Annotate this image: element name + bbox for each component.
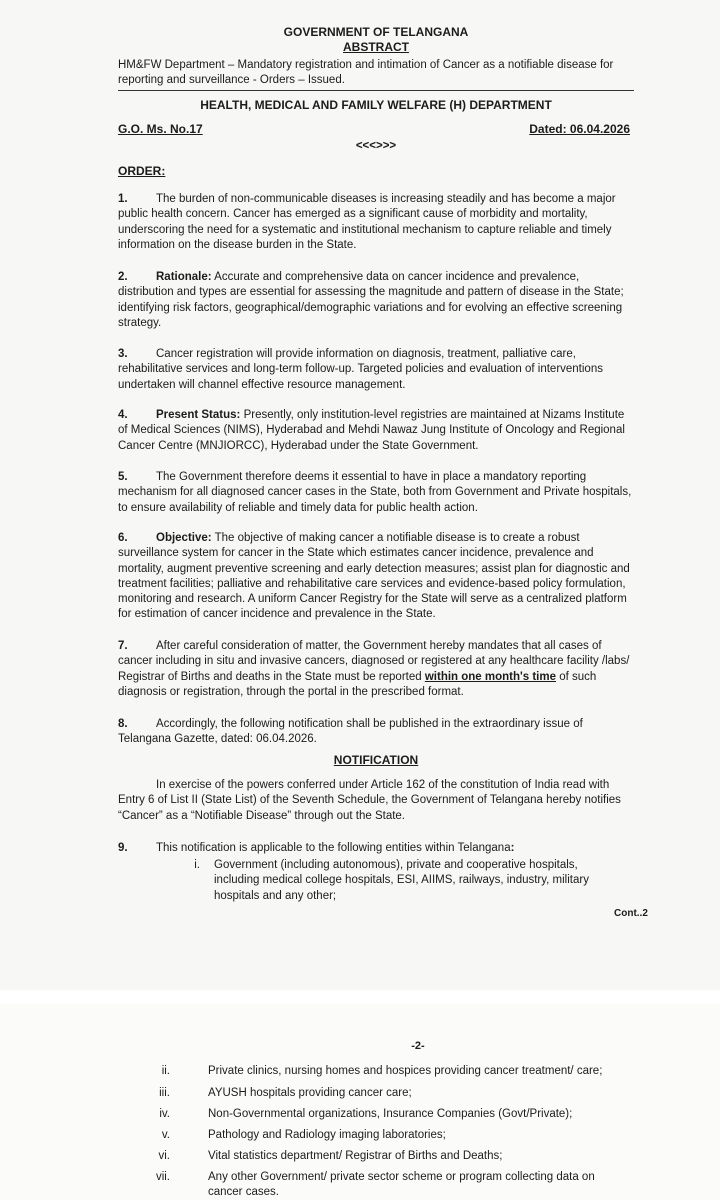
paragraph-line: The Government therefore deems it essential to have in place a mandatory reporting [156, 471, 587, 483]
list-line: Government (including autonomous), private and cooperative hospitals, [214, 859, 578, 871]
paragraph-line: monitoring and research. A uniform Cancer Registry for the State will serve as a centralized platform [118, 593, 627, 606]
paragraph-heading: Rationale: [156, 271, 212, 283]
paragraph-line: to ensure availability of reliable and timely data for public health action. [118, 501, 478, 514]
abstract-line: reporting and surveillance - Orders – Issued. [118, 74, 345, 86]
paragraph-number: 4. [118, 409, 128, 421]
colon-mark: : [510, 842, 515, 854]
paragraph-line: In exercise of the powers conferred under Article 162 of the constitution of India read with [156, 779, 610, 791]
horizontal-rule [118, 90, 634, 91]
paragraph-number: 9. [118, 842, 128, 854]
paragraph-line: Presently, only institution-level registries are maintained at Nizams Institute [243, 409, 625, 421]
paragraph-line: surveillance system for cancer in the State which estimates cancer incidence, prevalence and [118, 547, 594, 560]
paragraph-5 [118, 470, 634, 516]
paragraph-line: underscoring the need for a systematic and institutional mechanism to capture reliable and timely [118, 223, 612, 236]
paragraph-line: Accurate and comprehensive data on cancer incidence and prevalence, [214, 271, 580, 283]
paragraph-line: strategy. [118, 316, 162, 329]
list-item-number: vii. [155, 1171, 170, 1183]
paragraph-7 [118, 639, 634, 700]
paragraph-line: Accordingly, the following notification shall be published in the extraordinary issue of [156, 718, 583, 730]
paragraph-line: identifying risk factors, geographical/demographic variations and for evolving an effective screening [118, 301, 623, 314]
paragraph-heading: Present Status: [156, 409, 241, 421]
paragraph-line: Telangana Gazette, dated: 06.04.2026. [118, 733, 317, 746]
paragraph-line: rehabilitative services and long-term follow-up. Targeted policies and evaluation of interventions [118, 363, 603, 376]
paragraph-line: undertaken will channel effective resource management. [118, 378, 406, 391]
paragraph-number: 2. [118, 271, 128, 283]
page-gap [0, 990, 720, 1004]
notification-body [118, 778, 634, 824]
paragraph-line: mechanism for all diagnosed cancer cases in the State, both from Government and Private hospitals, [118, 486, 632, 499]
paragraph-number: 3. [118, 348, 128, 360]
paragraph-line: After careful consideration of matter, the Government hereby mandates that all cases of [156, 640, 602, 652]
paragraph-line: “Cancer” as a “Notifiable Disease” through out the State. [118, 809, 406, 822]
list-line: AYUSH hospitals providing cancer care; [208, 1087, 412, 1099]
list-line: Pathology and Radiology imaging laboratories; [208, 1129, 446, 1141]
paragraph-heading: Objective: [156, 532, 212, 544]
emphasis-deadline: within one month's time [424, 670, 556, 683]
go-number: G.O. Ms. No.17 [118, 122, 203, 136]
department-heading: HEALTH, MEDICAL AND FAMILY WELFARE (H) DEPARTMENT [200, 98, 552, 112]
abstract-subject [118, 58, 634, 88]
paragraph-line: information on the disease burden in the State. [118, 238, 357, 251]
paragraph-8 [118, 717, 634, 748]
list-line: Vital statistics department/ Registrar of Births and Deaths; [208, 1150, 503, 1162]
paragraph-1 [118, 192, 634, 253]
paragraph-number: 7. [118, 640, 128, 652]
government-heading: GOVERNMENT OF TELANGANA [283, 25, 469, 39]
list-item-number: iii. [159, 1087, 170, 1099]
list-line: Private clinics, nursing homes and hospices providing cancer treatment/ care; [208, 1065, 603, 1077]
paragraph-line: The burden of non-communicable diseases is increasing steadily and has become a major [156, 193, 616, 205]
paragraph-line: treatment facilities; palliative and rehabilitative care services and evidence-based policy formulation, [118, 577, 626, 590]
list-item-text [208, 1128, 648, 1143]
paragraph-number: 6. [118, 532, 128, 544]
paragraph-number: 8. [118, 718, 128, 730]
paragraph-line: distribution and types are essential for assessing the magnitude and pattern of disease in the State; [118, 286, 624, 299]
list-item-number: iv. [159, 1108, 170, 1120]
paragraph-line: diagnosis or registration, through the portal in the prescribed format. [118, 685, 464, 698]
list-line: including medical college hospitals, ESI, AIIMS, railways, industry, military [214, 874, 589, 887]
abstract-heading: ABSTRACT [343, 40, 409, 54]
paragraph-line [118, 670, 634, 685]
line-text: Registrar of Births and deaths in the State must be reported [118, 670, 425, 683]
list-line: Non-Governmental organizations, Insurance Companies (Govt/Private); [208, 1108, 573, 1120]
paragraph-6 [118, 531, 634, 623]
paragraph-line: cancer including in situ and invasive cancers, diagnosed or registered at any healthcare facility /labs/ [118, 655, 630, 668]
list-item-text [208, 1149, 648, 1164]
list-line: Any other Government/ private sector scheme or program collecting data on [208, 1171, 595, 1183]
separator-mark: <<<>>> [355, 140, 397, 152]
paragraph-number: 1. [118, 193, 128, 205]
list-item-text [208, 1107, 648, 1122]
go-date: Dated: 06.04.2026 [529, 122, 630, 136]
paragraph-line: This notification is applicable to the following entities within Telangana [156, 842, 511, 854]
list-item-text [208, 1086, 648, 1101]
list-item-text [208, 1064, 648, 1079]
abstract-line: HM&FW Department – Mandatory registration and intimation of Cancer as a notifiable disease for [118, 59, 614, 71]
order-heading: ORDER: [118, 164, 166, 178]
paragraph-line: Entry 6 of List II (State List) of the Seventh Schedule, the Government of Telangana hereby notifies [118, 794, 621, 807]
list-item-text [208, 1170, 648, 1201]
paragraph-line: Cancer Centre (MNJIORCC), Hyderabad under the State Government. [118, 439, 479, 452]
paragraph-2 [118, 270, 634, 331]
paragraph-line: of Medical Sciences (NIMS), Hyderabad and Mehdi Nawaz Jung Institute of Oncology and Regional [118, 424, 625, 437]
paragraph-3 [118, 347, 634, 393]
document-page-2 [0, 1004, 720, 1200]
list-item-number: vi. [158, 1150, 170, 1162]
paragraph-9 [118, 841, 634, 856]
list-line: hospitals and any other; [214, 889, 337, 902]
notification-title-text: NOTIFICATION [333, 753, 419, 767]
list-item-number: i. [194, 859, 200, 871]
paragraph-4 [118, 408, 634, 454]
list-item-number: v. [161, 1129, 170, 1141]
list-line: cancer cases. [208, 1186, 279, 1199]
paragraph-line: The objective of making cancer a notifiable disease is to create a robust [214, 532, 580, 544]
list-item-number: ii. [161, 1065, 170, 1077]
list-item-text [214, 858, 644, 904]
paragraph-number: 5. [118, 471, 128, 483]
paragraph-line: for estimation of cancer incidence and prevalence in the State. [118, 608, 436, 621]
paragraph-line: Cancer registration will provide information on diagnosis, treatment, palliative care, [156, 348, 576, 360]
paragraph-line: public health concern. Cancer has emerged as a significant cause of morbidity and mortality, [118, 208, 588, 221]
continuation-label: Cont..2 [614, 908, 648, 919]
notification-heading [118, 753, 634, 767]
page-number: -2- [411, 1040, 425, 1052]
line-text: of such [556, 670, 597, 683]
paragraph-line: mortality, augment preventive screening and early detection measures; assist plan for diagnostic and [118, 562, 630, 575]
